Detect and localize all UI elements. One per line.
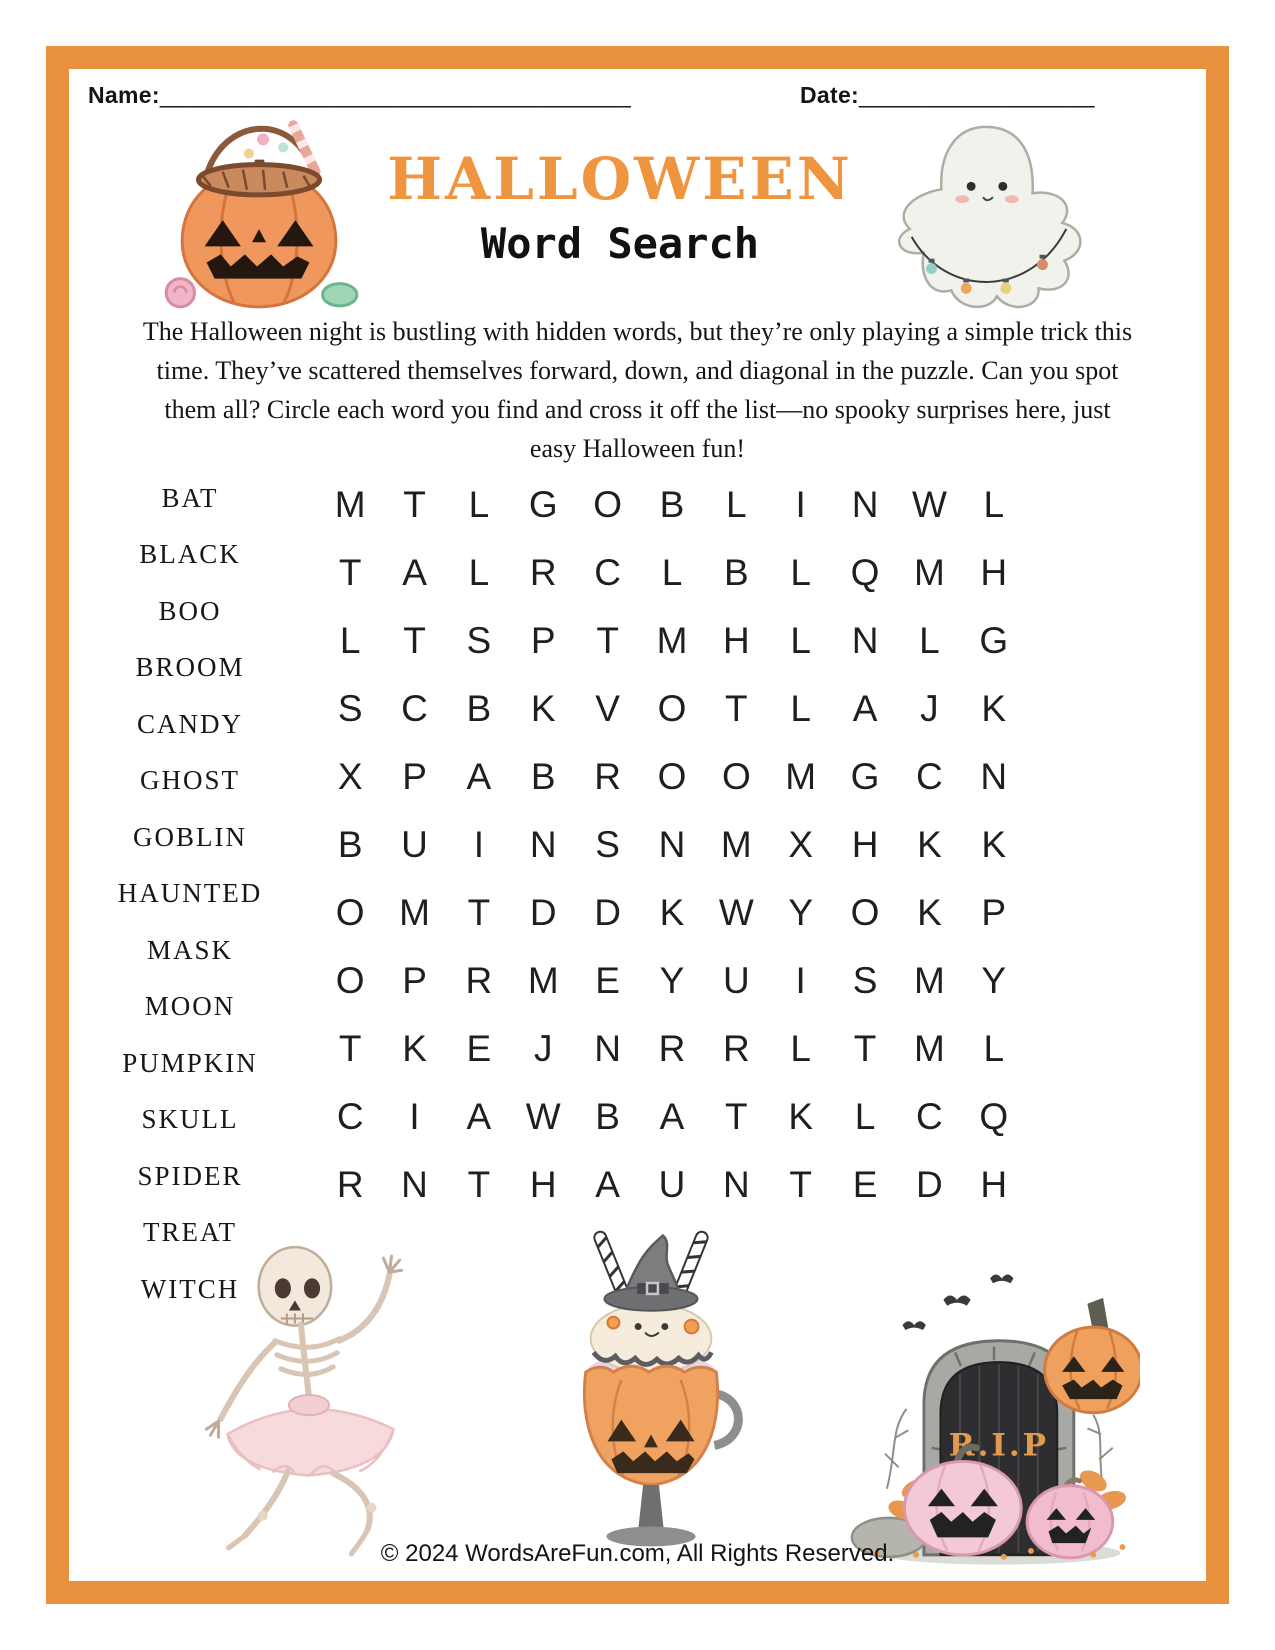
grid-cell: M <box>656 620 688 661</box>
grid-cell: T <box>853 1028 877 1069</box>
name-label: Name: <box>88 82 160 108</box>
grid-cell: L <box>919 620 940 661</box>
word-list-item: TREAT <box>143 1217 237 1248</box>
date-label: Date: <box>800 82 860 108</box>
pumpkin-sundae-illustration <box>552 1212 750 1556</box>
grid-cell: B <box>466 688 492 729</box>
grid-row <box>318 607 1026 675</box>
grid-cell: I <box>795 484 806 525</box>
grid-cell: X <box>788 824 814 865</box>
grid-row <box>318 471 1026 539</box>
grid-row <box>318 1151 1026 1219</box>
grid-cell: W <box>525 1096 561 1137</box>
grid-row <box>318 947 1026 1015</box>
grid-cell: A <box>466 756 492 797</box>
orange-pumpkin-icon <box>1045 1298 1140 1413</box>
grid-cell: C <box>916 756 943 797</box>
grid-cell: L <box>983 1028 1005 1069</box>
word-list-item: CANDY <box>136 708 243 739</box>
word-list-item: PUMPKIN <box>122 1047 258 1078</box>
grid-cell: D <box>594 892 621 933</box>
grid-cell: D <box>916 1164 943 1205</box>
grid-cell: M <box>720 824 752 865</box>
grid-cell: K <box>659 892 685 933</box>
grid-cell: P <box>530 620 556 661</box>
grid-cell: J <box>534 1028 553 1069</box>
grid-cell: K <box>402 1028 427 1069</box>
grid-cell: U <box>722 960 750 1001</box>
grid-cell: H <box>980 552 1008 593</box>
grid-cell: A <box>852 688 878 729</box>
grid-cell: P <box>402 960 427 1001</box>
grid-cell: H <box>722 620 750 661</box>
grid-cell: J <box>920 688 939 729</box>
word-list-item: BOO <box>158 595 222 626</box>
grid-row <box>318 879 1026 947</box>
grid-cell: K <box>530 688 556 729</box>
grid-cell: I <box>409 1096 420 1137</box>
grid-cell: T <box>403 484 426 525</box>
grid-cell: T <box>725 688 748 729</box>
grid-cell: T <box>467 892 491 933</box>
name-field <box>88 82 631 109</box>
grid-cell: O <box>721 756 751 797</box>
rip-text: R.I.P <box>948 1427 1049 1464</box>
grid-cell: R <box>722 1028 750 1069</box>
grid-cell: L <box>339 620 361 661</box>
grid-cell: S <box>852 960 878 1001</box>
grid-cell: N <box>851 620 879 661</box>
grid-cell: V <box>595 688 620 729</box>
grid-cell: M <box>914 1028 945 1069</box>
grid-cell: L <box>726 484 747 525</box>
grid-cell: H <box>529 1164 557 1205</box>
grid-cell: O <box>335 960 365 1001</box>
word-list-item: BAT <box>161 482 219 513</box>
grid-row <box>318 1083 1026 1151</box>
grid-row <box>318 811 1026 879</box>
instructions-text <box>75 312 1200 468</box>
page-title: HALLOWEEN <box>387 145 853 213</box>
grid-cell: U <box>658 1164 686 1205</box>
bats-icon <box>903 1275 1014 1330</box>
grid-cell: N <box>851 484 879 525</box>
grid-cell: S <box>466 620 492 661</box>
grid-cell: E <box>595 960 620 1001</box>
word-list-item: SKULL <box>141 1104 239 1135</box>
grid-cell: B <box>337 824 363 865</box>
grid-cell: T <box>725 1096 748 1137</box>
grid-row <box>318 743 1026 811</box>
word-list-item: MASK <box>146 934 234 965</box>
grid-cell: T <box>596 620 619 661</box>
skeleton-ballerina-illustration <box>182 1228 434 1560</box>
grid-cell: B <box>659 484 685 525</box>
grid-cell: W <box>911 484 947 525</box>
grid-cell: Y <box>788 892 814 933</box>
grid-cell: M <box>334 484 366 525</box>
grid-cell: M <box>914 552 945 593</box>
word-list-item: WITCH <box>140 1273 240 1304</box>
instruction-line: time. They’ve scattered themselves forward, down, and diagonal in the puzzle. Can you spot <box>156 356 1119 385</box>
grid-cell: X <box>337 756 363 797</box>
grid-cell: A <box>595 1164 620 1205</box>
grid-cell: O <box>335 892 365 933</box>
graveyard-illustration <box>848 1242 1140 1566</box>
grid-cell: R <box>336 1164 364 1205</box>
grid-cell: R <box>658 1028 686 1069</box>
grid-cell: B <box>723 552 749 593</box>
grid-cell: K <box>917 824 942 865</box>
instruction-line: The Halloween night is bustling with hidden words, but they’re only playing a simple trick this <box>142 317 1133 346</box>
name-blank-line: ____________________________________ <box>159 82 632 108</box>
grid-cell: A <box>659 1096 685 1137</box>
grid-cell: G <box>979 620 1009 661</box>
grid-cell: D <box>529 892 557 933</box>
grid-cell: L <box>854 1096 876 1137</box>
word-list-item: GOBLIN <box>133 821 247 852</box>
grid-cell: L <box>790 688 811 729</box>
date-blank-line: __________________ <box>859 82 1095 108</box>
grid-cell: O <box>593 484 622 525</box>
word-list-item: HAUNTED <box>117 878 263 909</box>
grid-cell: I <box>473 824 485 865</box>
grid-cell: W <box>718 892 754 933</box>
grid-cell: B <box>595 1096 620 1137</box>
grid-cell: M <box>399 892 430 933</box>
grid-cell: M <box>527 960 559 1001</box>
grid-cell: S <box>595 824 620 865</box>
grid-cell: T <box>789 1164 812 1205</box>
title-block <box>330 140 910 270</box>
grid-cell: B <box>530 756 556 797</box>
grid-cell: N <box>658 824 686 865</box>
grid-cell: N <box>401 1164 428 1205</box>
grid-cell: A <box>466 1096 492 1137</box>
grid-cell: C <box>594 552 621 593</box>
grid-cell: E <box>852 1164 878 1205</box>
grid-cell: K <box>981 824 1007 865</box>
grid-cell: L <box>661 552 683 593</box>
grid-cell: R <box>594 756 621 797</box>
word-list-item: SPIDER <box>137 1160 243 1191</box>
grid-cell: T <box>467 1164 491 1205</box>
grid-cell: T <box>338 1028 362 1069</box>
grid-cell: S <box>337 688 363 729</box>
grid-row <box>318 539 1026 607</box>
grid-cell: O <box>850 892 880 933</box>
grid-cell: G <box>850 756 880 797</box>
grid-cell: Y <box>659 960 685 1001</box>
grid-row <box>318 1015 1026 1083</box>
grid-cell: Y <box>981 960 1007 1001</box>
grid-cell: M <box>785 756 817 797</box>
grid-cell: L <box>790 552 811 593</box>
grid-cell: P <box>981 892 1007 933</box>
grid-cell: T <box>338 552 362 593</box>
word-list <box>85 470 295 1318</box>
grid-cell: Q <box>850 552 880 593</box>
grid-cell: E <box>466 1028 492 1069</box>
grid-cell: R <box>529 552 557 593</box>
grid-cell: C <box>336 1096 364 1137</box>
grid-cell: I <box>795 960 806 1001</box>
grid-cell: L <box>983 484 1005 525</box>
grid-cell: U <box>401 824 428 865</box>
grid-cell: M <box>914 960 945 1001</box>
grid-cell: K <box>917 892 942 933</box>
word-list-item: BROOM <box>135 652 245 683</box>
grid-cell: N <box>980 756 1008 797</box>
grid-cell: H <box>851 824 879 865</box>
grid-cell: T <box>403 620 426 661</box>
grid-cell: N <box>722 1164 750 1205</box>
grid-cell: L <box>790 620 811 661</box>
word-list-item: GHOST <box>139 765 240 796</box>
letter-grid <box>318 471 1026 1219</box>
grid-cell: O <box>657 756 687 797</box>
word-list-item: BLACK <box>139 539 241 570</box>
word-list-item: MOON <box>144 991 236 1022</box>
grid-cell: R <box>465 960 493 1001</box>
grid-cell: C <box>401 688 428 729</box>
grid-cell: K <box>981 688 1007 729</box>
grid-row <box>318 675 1026 743</box>
copyright-text: © 2024 WordsAreFun.com, All Rights Reserved. <box>380 1540 895 1567</box>
grid-cell: A <box>402 552 427 593</box>
grid-cell: L <box>468 552 490 593</box>
grid-cell: O <box>657 688 687 729</box>
date-field <box>800 82 1095 109</box>
grid-cell: L <box>790 1028 811 1069</box>
instruction-line: them all? Circle each word you find and cross it off the list—no spooky surprises here, just <box>164 395 1111 424</box>
grid-cell: G <box>528 484 558 525</box>
grid-cell: L <box>468 484 490 525</box>
grid-cell: C <box>916 1096 943 1137</box>
page-subtitle: Word Search <box>480 219 760 268</box>
grid-cell: N <box>594 1028 621 1069</box>
grid-cell: Q <box>979 1096 1009 1137</box>
instruction-line: easy Halloween fun! <box>529 434 746 463</box>
grid-cell: H <box>980 1164 1008 1205</box>
grid-cell: P <box>402 756 427 797</box>
grid-cell: K <box>788 1096 814 1137</box>
grid-cell: N <box>529 824 557 865</box>
